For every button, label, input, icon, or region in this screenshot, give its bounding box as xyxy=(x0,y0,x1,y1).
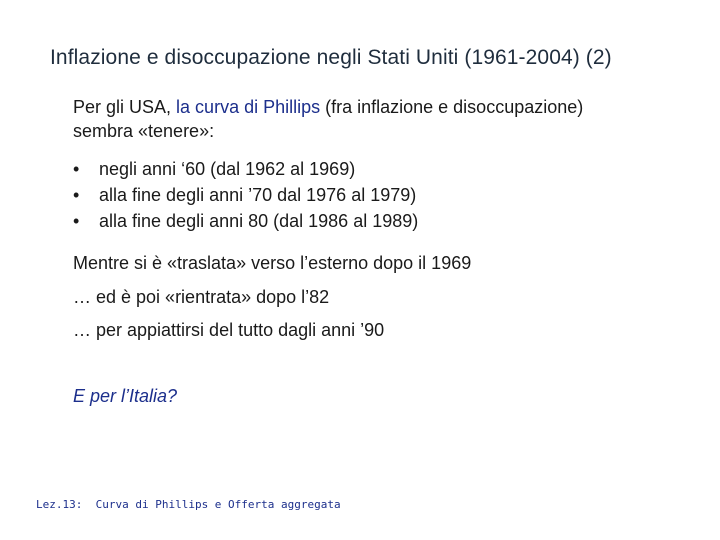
bullet-marker: • xyxy=(73,185,80,205)
intro-highlight: la curva di Phillips xyxy=(176,97,321,117)
bullet-item xyxy=(73,182,418,208)
bullet-list xyxy=(73,156,418,234)
bullet-item xyxy=(73,156,418,182)
intro-text-start: Per gli USA, xyxy=(73,97,177,117)
intro-paragraph xyxy=(73,95,633,143)
bullet-text: alla fine degli anni 80 (dal 1986 al 1989) xyxy=(99,211,419,231)
slide-title: Inflazione e disoccupazione negli Stati Uniti (1961-2004) (2) xyxy=(50,46,612,69)
footer-text: Lez.13: Curva di Phillips e Offerta aggregata xyxy=(36,498,341,511)
bullet-text: negli anni ‘60 (dal 1962 al 1969) xyxy=(99,159,356,179)
bullet-marker: • xyxy=(73,159,80,179)
question-text: E per l’Italia? xyxy=(73,386,178,406)
intro-text-end: (fra inflazione e disoccupazione) sembra «tenere»: xyxy=(73,97,584,141)
statement-flatten: … per appiattirsi del tutto dagli anni ’90 xyxy=(73,320,385,340)
bullet-marker: • xyxy=(73,211,80,231)
statement-shift: Mentre si è «traslata» verso l’esterno dopo il 1969 xyxy=(73,253,472,273)
bullet-text: alla fine degli anni ’70 dal 1976 al 1979) xyxy=(99,185,417,205)
bullet-item xyxy=(73,208,418,234)
statement-return: … ed è poi «rientrata» dopo l’82 xyxy=(73,287,330,307)
